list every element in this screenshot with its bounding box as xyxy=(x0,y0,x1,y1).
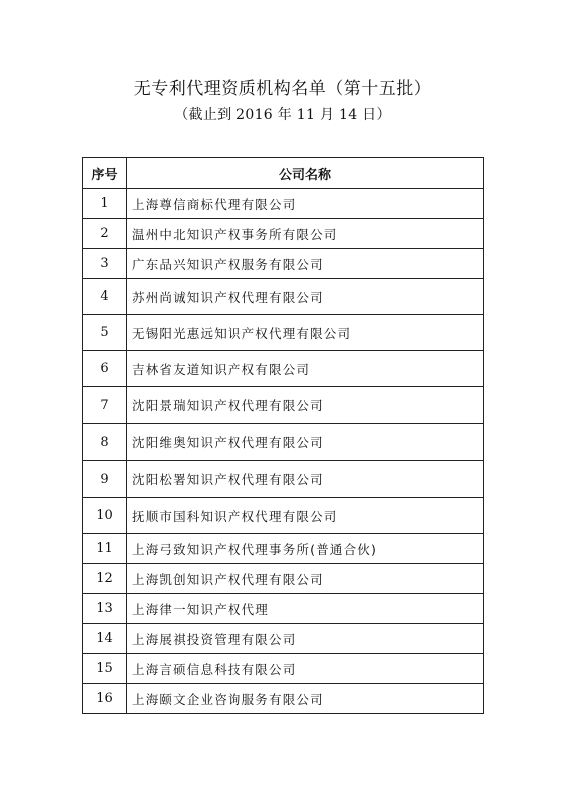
row-serial-number: 2 xyxy=(83,219,127,249)
table-row xyxy=(83,684,484,714)
table-row xyxy=(83,424,484,461)
row-company-name: 上海尊信商标代理有限公司 xyxy=(127,189,484,219)
row-company-name: 抚顺市国科知识产权代理有限公司 xyxy=(127,498,484,534)
row-company-name: 广东品兴知识产权服务有限公司 xyxy=(127,249,484,279)
row-serial-number: 8 xyxy=(83,424,127,461)
table-row xyxy=(83,351,484,387)
table-row xyxy=(83,219,484,249)
row-company-name: 沈阳景瑞知识产权代理有限公司 xyxy=(127,387,484,424)
row-company-name: 上海律一知识产权代理 xyxy=(127,594,484,624)
row-serial-number: 4 xyxy=(83,279,127,315)
table-row xyxy=(83,189,484,219)
table-header-row xyxy=(83,158,484,189)
table-row xyxy=(83,279,484,315)
row-company-name: 沈阳松署知识产权代理有限公司 xyxy=(127,461,484,498)
header-company-name: 公司名称 xyxy=(127,158,484,189)
row-company-name: 上海颐文企业咨询服务有限公司 xyxy=(127,684,484,714)
row-serial-number: 11 xyxy=(83,534,127,564)
row-serial-number: 14 xyxy=(83,624,127,654)
table-body xyxy=(83,189,484,714)
row-company-name: 上海言硕信息科技有限公司 xyxy=(127,654,484,684)
table-row xyxy=(83,498,484,534)
row-serial-number: 10 xyxy=(83,498,127,534)
document-subtitle: （截止到 2016 年 11 月 14 日） xyxy=(174,107,391,123)
table-row xyxy=(83,654,484,684)
row-serial-number: 6 xyxy=(83,351,127,387)
row-serial-number: 3 xyxy=(83,249,127,279)
row-company-name: 上海弓致知识产权代理事务所(普通合伙) xyxy=(127,534,484,564)
table-row xyxy=(83,534,484,564)
row-company-name: 苏州尚诚知识产权代理有限公司 xyxy=(127,279,484,315)
table-row xyxy=(83,387,484,424)
table-row xyxy=(83,624,484,654)
row-serial-number: 9 xyxy=(83,461,127,498)
document-title: 无专利代理资质机构名单（第十五批） xyxy=(133,79,432,99)
row-serial-number: 13 xyxy=(83,594,127,624)
row-company-name: 上海凯创知识产权代理有限公司 xyxy=(127,564,484,594)
agency-list-table xyxy=(82,157,484,714)
row-serial-number: 12 xyxy=(83,564,127,594)
row-company-name: 吉林省友道知识产权有限公司 xyxy=(127,351,484,387)
row-serial-number: 15 xyxy=(83,654,127,684)
row-serial-number: 16 xyxy=(83,684,127,714)
header-serial-number: 序号 xyxy=(83,158,127,189)
table-row xyxy=(83,594,484,624)
table-row xyxy=(83,461,484,498)
row-serial-number: 1 xyxy=(83,189,127,219)
row-serial-number: 7 xyxy=(83,387,127,424)
row-serial-number: 5 xyxy=(83,315,127,351)
row-company-name: 沈阳维奥知识产权代理有限公司 xyxy=(127,424,484,461)
row-company-name: 无锡阳光惠远知识产权代理有限公司 xyxy=(127,315,484,351)
row-company-name: 上海展祺投资管理有限公司 xyxy=(127,624,484,654)
table-row xyxy=(83,564,484,594)
table-row xyxy=(83,249,484,279)
table-row xyxy=(83,315,484,351)
row-company-name: 温州中北知识产权事务所有限公司 xyxy=(127,219,484,249)
